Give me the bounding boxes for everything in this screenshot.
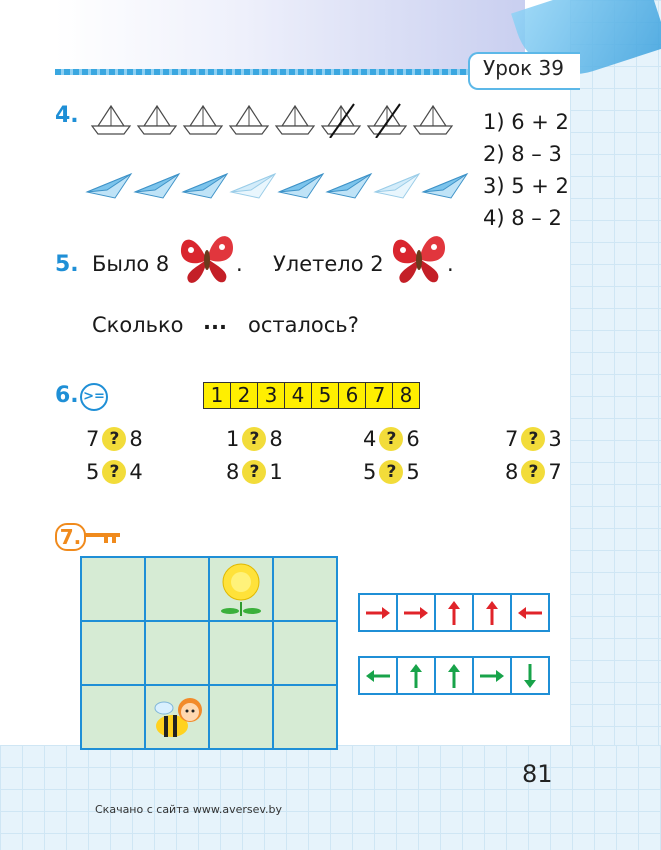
arrow-cell xyxy=(398,658,434,693)
left-value: 8 xyxy=(226,460,240,484)
butterfly-icon xyxy=(175,228,237,286)
ruler-cell: 3 xyxy=(258,383,285,408)
comparison-4 xyxy=(505,427,562,451)
right-value: 7 xyxy=(548,460,562,484)
boat-icon xyxy=(318,102,364,138)
paper-plane-icon xyxy=(133,168,181,202)
paper-plane-icon xyxy=(85,168,133,202)
comparison-2 xyxy=(226,427,283,451)
arrow-down-icon xyxy=(515,661,545,691)
board-cell xyxy=(82,622,144,684)
board-cell xyxy=(210,686,272,748)
right-value: 8 xyxy=(269,427,283,451)
paper-plane-icon xyxy=(421,168,469,202)
task-5-question-end: осталось? xyxy=(248,313,359,337)
board-cell xyxy=(82,686,144,748)
lesson-title: Урок 39 xyxy=(483,56,565,80)
comparison-3 xyxy=(363,427,420,451)
expression-2: 2) 8 – 3 xyxy=(483,142,562,166)
board-cell xyxy=(146,622,208,684)
left-value: 8 xyxy=(505,460,519,484)
board-cell-bee xyxy=(146,686,208,748)
arrow-cell xyxy=(436,658,472,693)
question-mark-icon: ? xyxy=(102,427,126,451)
right-value: 6 xyxy=(406,427,420,451)
question-mark-icon: ? xyxy=(379,427,403,451)
ruler-cell: 1 xyxy=(204,383,231,408)
board-cell xyxy=(82,558,144,620)
left-value: 1 xyxy=(226,427,240,451)
expression-3: 3) 5 + 2 xyxy=(483,174,569,198)
task-5-dot-2: . xyxy=(447,252,454,276)
left-value: 7 xyxy=(505,427,519,451)
task-7-number: 7. xyxy=(55,523,86,551)
left-value: 4 xyxy=(363,427,377,451)
task-6-number: 6. xyxy=(55,383,79,408)
arrow-sequence-green xyxy=(358,656,550,695)
left-value: 7 xyxy=(86,427,100,451)
butterfly-icon xyxy=(387,228,449,286)
arrow-left-icon xyxy=(515,598,545,628)
paper-plane-icon xyxy=(181,168,229,202)
board-cell xyxy=(274,622,336,684)
arrow-cell xyxy=(512,595,548,630)
right-value: 5 xyxy=(406,460,420,484)
key-icon xyxy=(84,530,122,544)
arrow-up-icon xyxy=(439,661,469,691)
footer-source: Скачано с сайта www.aversev.by xyxy=(95,803,283,816)
boat-icon xyxy=(410,102,456,138)
boat-icon xyxy=(134,102,180,138)
task-4-number: 4. xyxy=(55,103,79,128)
arrow-up-icon xyxy=(477,598,507,628)
arrow-cell xyxy=(474,595,510,630)
arrow-cell xyxy=(512,658,548,693)
flower-icon xyxy=(210,558,272,620)
arrow-up-icon xyxy=(439,598,469,628)
right-value: 4 xyxy=(129,460,143,484)
task-5-question-start: Сколько xyxy=(92,313,184,337)
ruler-cell: 5 xyxy=(312,383,339,408)
comparison-6 xyxy=(226,460,283,484)
page-number: 81 xyxy=(522,760,553,788)
paper-plane-icon xyxy=(229,168,277,202)
right-value: 3 xyxy=(548,427,562,451)
task-5-number: 5. xyxy=(55,252,79,277)
arrow-right-icon xyxy=(401,598,431,628)
grid-background-bottom xyxy=(0,745,661,850)
arrow-right-icon xyxy=(477,661,507,691)
paper-plane-icon xyxy=(325,168,373,202)
ruler-cell: 8 xyxy=(393,383,419,408)
arrow-cell xyxy=(360,658,396,693)
question-mark-icon: ? xyxy=(102,460,126,484)
boats-row xyxy=(88,102,456,138)
question-mark-icon: ? xyxy=(379,460,403,484)
ruler-cell: 7 xyxy=(366,383,393,408)
bee-icon xyxy=(146,686,208,748)
task-5-line1-part2: Улетело 2 xyxy=(273,252,384,276)
arrow-sequence-red xyxy=(358,593,550,632)
boat-icon xyxy=(364,102,410,138)
grid-background-right xyxy=(570,0,661,850)
board-cell xyxy=(274,686,336,748)
board-cell-flower xyxy=(210,558,272,620)
paper-plane-icon xyxy=(277,168,325,202)
grid-board xyxy=(80,556,338,750)
boat-icon xyxy=(226,102,272,138)
left-value: 5 xyxy=(363,460,377,484)
question-mark-icon: ? xyxy=(521,460,545,484)
compare-symbol-icon: >= xyxy=(80,383,108,411)
ruler-cell: 4 xyxy=(285,383,312,408)
arrow-cell xyxy=(474,658,510,693)
arrow-up-icon xyxy=(401,661,431,691)
question-mark-icon: ? xyxy=(521,427,545,451)
arrow-left-icon xyxy=(363,661,393,691)
board-cell xyxy=(146,558,208,620)
arrow-right-icon xyxy=(363,598,393,628)
comparison-1 xyxy=(86,427,143,451)
question-mark-icon: ? xyxy=(242,427,266,451)
arrow-cell xyxy=(398,595,434,630)
right-value: 8 xyxy=(129,427,143,451)
task-5-ellipsis: ... xyxy=(203,310,227,334)
header-band xyxy=(55,0,525,70)
comparison-7 xyxy=(363,460,420,484)
board-cell xyxy=(274,558,336,620)
expression-1: 1) 6 + 2 xyxy=(483,110,569,134)
task-5-dot-1: . xyxy=(236,252,243,276)
planes-row xyxy=(85,168,469,202)
comparison-5 xyxy=(86,460,143,484)
ruler-cell: 2 xyxy=(231,383,258,408)
boat-icon xyxy=(272,102,318,138)
right-value: 1 xyxy=(269,460,283,484)
task-4-expressions xyxy=(483,106,569,234)
comparison-8 xyxy=(505,460,562,484)
arrow-cell xyxy=(360,595,396,630)
boat-icon xyxy=(88,102,134,138)
boat-icon xyxy=(180,102,226,138)
number-ruler xyxy=(203,382,420,409)
task-5-line1-part1: Было 8 xyxy=(92,252,170,276)
question-mark-icon: ? xyxy=(242,460,266,484)
expression-4: 4) 8 – 2 xyxy=(483,206,562,230)
left-value: 5 xyxy=(86,460,100,484)
paper-plane-icon xyxy=(373,168,421,202)
arrow-cell xyxy=(436,595,472,630)
ruler-cell: 6 xyxy=(339,383,366,408)
board-cell xyxy=(210,622,272,684)
